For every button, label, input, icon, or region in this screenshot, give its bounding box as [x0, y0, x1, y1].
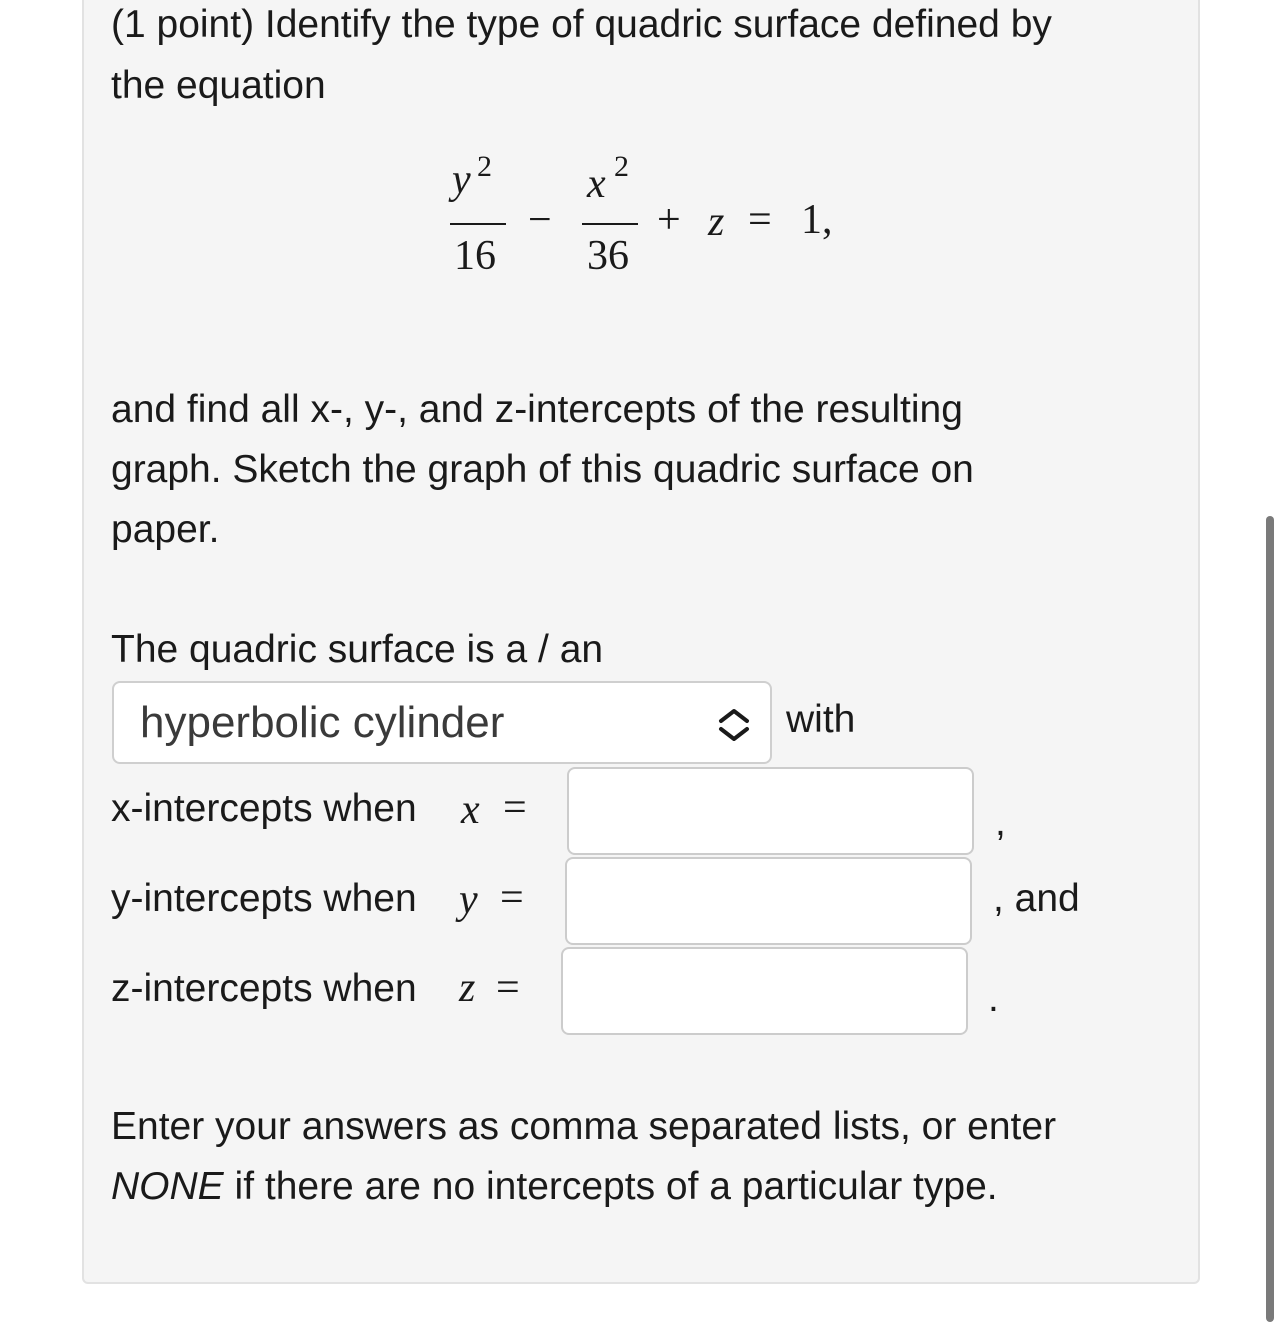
eq-z-var: z — [708, 199, 725, 245]
problem-body-line2: graph. Sketch the graph of this quadric surface on — [111, 448, 974, 491]
z-intercepts-trail: . — [988, 977, 999, 1020]
eq-frac1-bar — [450, 223, 506, 225]
x-intercepts-label: x-intercepts when — [111, 787, 417, 830]
eq-frac2-num-var: x — [587, 161, 606, 207]
footer-line2 — [111, 1156, 998, 1217]
x-intercepts-eq: = — [503, 785, 527, 831]
eq-frac1-num-exp: 2 — [477, 150, 492, 183]
footer-none-keyword: NONE — [111, 1165, 224, 1208]
eq-plus: + — [657, 197, 681, 243]
footer-line1: Enter your answers as comma separated lists, or enter — [111, 1105, 1057, 1148]
updown-chevron-icon — [717, 707, 751, 743]
eq-minus: − — [528, 197, 552, 243]
problem-body-line1: and find all x-, y-, and z-intercepts of the resulting — [111, 388, 963, 431]
x-intercepts-trail: , — [995, 801, 1006, 844]
surface-type-selected-value: hyperbolic cylinder — [140, 698, 505, 747]
eq-rhs: 1, — [801, 197, 833, 243]
z-intercepts-eq: = — [496, 965, 520, 1011]
z-intercepts-var: z — [459, 965, 476, 1011]
y-intercepts-var: y — [459, 877, 478, 923]
surface-prompt: The quadric surface is a / an — [111, 628, 604, 671]
z-intercepts-input[interactable] — [561, 947, 968, 1035]
eq-frac2-den: 36 — [587, 233, 629, 279]
y-intercepts-input[interactable] — [565, 857, 972, 945]
y-intercepts-trail: , and — [993, 877, 1080, 920]
scrollbar-thumb[interactable] — [1266, 516, 1274, 1322]
y-intercepts-label: y-intercepts when — [111, 877, 417, 920]
problem-body-line3: paper. — [111, 508, 220, 551]
footer-line2-rest: if there are no intercepts of a particular type. — [223, 1165, 998, 1208]
z-intercepts-label: z-intercepts when — [111, 967, 417, 1010]
problem-intro-line1: (1 point) Identify the type of quadric surface defined by — [111, 3, 1052, 46]
eq-frac1-den: 16 — [454, 233, 496, 279]
x-intercepts-var: x — [461, 787, 480, 833]
x-intercepts-input[interactable] — [567, 767, 974, 855]
with-label: with — [786, 698, 856, 741]
eq-frac2-bar — [582, 223, 638, 225]
surface-type-select[interactable] — [112, 681, 772, 764]
eq-frac1-num-var: y — [452, 157, 471, 203]
eq-frac2-num-exp: 2 — [614, 150, 629, 183]
eq-equals: = — [748, 197, 772, 243]
problem-intro-line2: the equation — [111, 64, 326, 107]
y-intercepts-eq: = — [500, 875, 524, 921]
